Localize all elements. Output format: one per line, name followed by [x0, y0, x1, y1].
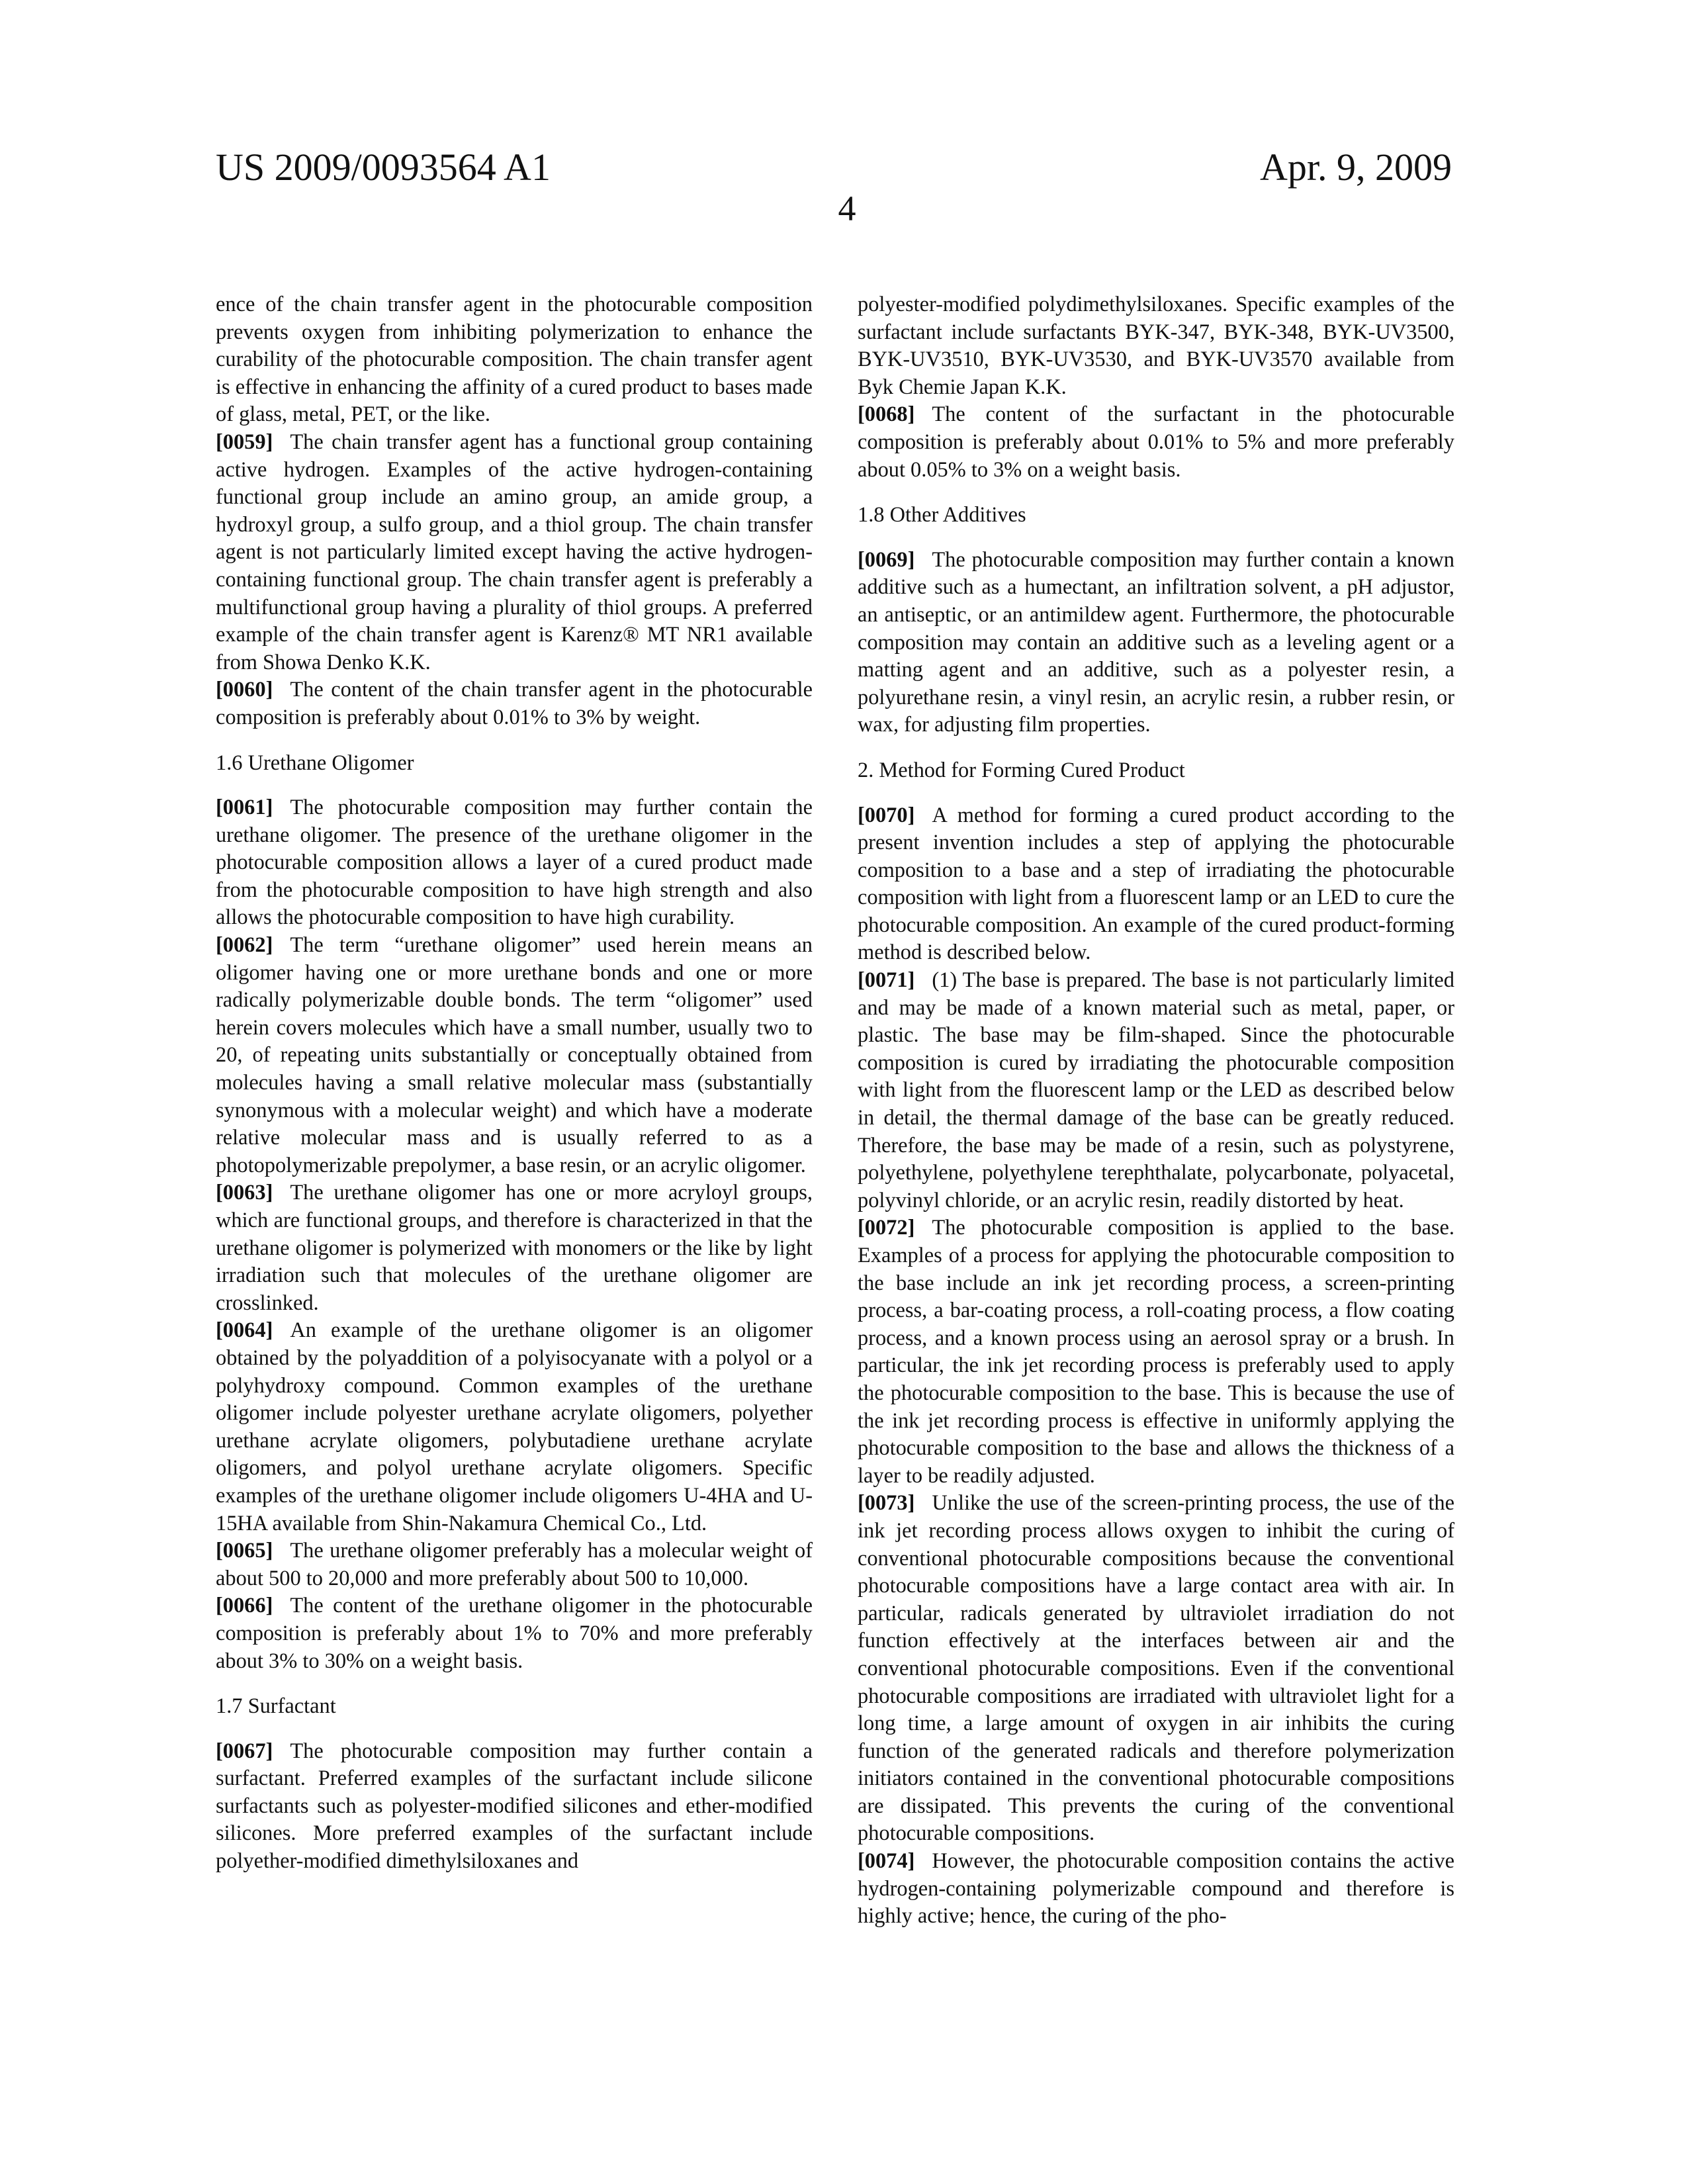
- paragraph: [858, 291, 1454, 401]
- page-number: 4: [0, 191, 1694, 226]
- left-column: [216, 291, 813, 1876]
- paragraph-text: (1) The base is prepared. The base is not particularly limited and may be made of a known material such as metal, paper, or plastic. The base may be film-shaped. Since the photocurable composition is cured by irradiating the photocurable composition with light from the fluorescent lamp or the LED as described below in detail, the thermal damage of the base can be greatly reduced. Therefore, the base may be made of a resin, such as polystyrene, polyethylene, polyethylene terephthalate, polycarbonate, polyacetal, polyvinyl chloride, or an acrylic resin, readily distorted by heat.: [858, 968, 1454, 1212]
- paragraph-number: [0069]: [858, 548, 914, 572]
- paragraph-text: The content of the urethane oligomer in the photocurable composition is preferably about 1% to 70% and more preferably about 3% to 30% on a weight basis.: [216, 1594, 813, 1672]
- section-heading: 1.6 Urethane Oligomer: [216, 750, 813, 778]
- publication-date: Apr. 9, 2009: [1260, 148, 1452, 187]
- paragraph-number: [0062]: [216, 933, 273, 957]
- paragraph-number: [0071]: [858, 968, 914, 992]
- paragraph-text: ence of the chain transfer agent in the photocurable composition prevents oxygen from inhibiting polymerization to enhance the curability of the photocurable composition. The chain transfer agent is effective in enhancing the affinity of a cured product to bases made of glass, metal, PET, or the like.: [216, 293, 813, 426]
- section-heading: 1.7 Surfactant: [216, 1693, 813, 1721]
- paragraph-number: [0061]: [216, 796, 273, 819]
- paragraph-number: [0059]: [216, 430, 273, 454]
- paragraph-text: However, the photocurable composition contains the active hydrogen-containing polymerizable compound and therefore is highly active; hence, the curing of the pho-: [858, 1849, 1454, 1928]
- paragraph-number: [0073]: [858, 1491, 914, 1515]
- publication-number: US 2009/0093564 A1: [216, 148, 551, 187]
- paragraph-number: [0074]: [858, 1849, 914, 1873]
- paragraph: [216, 1738, 813, 1876]
- paragraph: [858, 802, 1454, 968]
- paragraph-text: The photocurable composition may further contain a surfactant. Preferred examples of the surfactant include silicone surfactants such as polyester-modified silicones and ether-modified silicones. More preferred examples of the surfactant include polyether-modified dimethylsiloxanes and: [216, 1739, 813, 1873]
- paragraph: [858, 401, 1454, 484]
- paragraph-number: [0063]: [216, 1181, 273, 1205]
- paragraph: [216, 1592, 813, 1675]
- section-heading: 2. Method for Forming Cured Product: [858, 757, 1454, 785]
- paragraph-number: [0070]: [858, 803, 914, 827]
- paragraph: [216, 932, 813, 1179]
- paragraph-number: [0067]: [216, 1739, 273, 1763]
- paragraph: [216, 676, 813, 731]
- paragraph-text: The chain transfer agent has a functional group containing active hydrogen. Examples of the active hydrogen-containing functional group include an amino group, an amide group, a hydroxyl group, a sulfo group, and a thiol group. The chain transfer agent is not particularly limited except having the active hydrogen-containing functional group. The chain transfer agent is preferably a multifunctional group having a plurality of thiol groups. A preferred example of the chain transfer agent is Karenz® MT NR1 available from Showa Denko K.K.: [216, 430, 813, 674]
- paragraph-text: Unlike the use of the screen-printing process, the use of the ink jet recording process allows oxygen to inhibit the curing of conventional photocurable compositions because the conventional photocurable compositions have a large contact area with air. In particular, radicals generated by ultraviolet irradiation do not function effectively at the interfaces between air and the conventional photocurable compositions. Even if the conventional photocurable compositions are irradiated with ultraviolet light for a long time, a large amount of oxygen in air inhibits the curing function of the generated radicals and therefore polymerization initiators contained in the conventional photocurable compositions are dissipated. This prevents the curing of the conventional photocurable compositions.: [858, 1491, 1454, 1845]
- paragraph-text: The urethane oligomer has one or more acryloyl groups, which are functional groups, and therefore is characterized in that the urethane oligomer is polymerized with monomers or the like by light irradiation such that molecules of the urethane oligomer are crosslinked.: [216, 1181, 813, 1314]
- paragraph-text: The urethane oligomer preferably has a molecular weight of about 500 to 20,000 and more preferably about 500 to 10,000.: [216, 1539, 813, 1590]
- paragraph-number: [0064]: [216, 1318, 273, 1342]
- patent-page: [0, 0, 1694, 2184]
- paragraph: [858, 1214, 1454, 1490]
- paragraph-number: [0068]: [858, 402, 914, 426]
- paragraph-text: The content of the chain transfer agent in the photocurable composition is preferably about 0.01% to 3% by weight.: [216, 678, 813, 729]
- paragraph-number: [0065]: [216, 1539, 273, 1563]
- paragraph: [858, 967, 1454, 1214]
- paragraph: [858, 1848, 1454, 1931]
- paragraph-text: The photocurable composition may further contain the urethane oligomer. The presence of the urethane oligomer in the photocurable composition allows a layer of a cured product made from the photocurable composition to have high strength and also allows the photocurable composition to have high curability.: [216, 796, 813, 929]
- paragraph: [216, 1537, 813, 1592]
- right-column: [858, 291, 1454, 1931]
- section-heading: 1.8 Other Additives: [858, 502, 1454, 529]
- paragraph-number: [0072]: [858, 1216, 914, 1240]
- paragraph: [216, 794, 813, 932]
- paragraph: [216, 1179, 813, 1317]
- paragraph-text: The term “urethane oligomer” used herein means an oligomer having one or more urethane bonds and one or more radically polymerizable double bonds. The term “oligomer” used herein covers molecules which have a small number, usually two to 20, of repeating units substantially or conceptually obtained from molecules having a small relative molecular mass (substantially synonymous with a molecular weight) and which have a moderate relative molecular mass and is usually referred to as a photopolymerizable prepolymer, a base resin, or an acrylic oligomer.: [216, 933, 813, 1177]
- paragraph-text: The content of the surfactant in the photocurable composition is preferably about 0.01% to 5% and more preferably about 0.05% to 3% on a weight basis.: [858, 402, 1454, 481]
- paragraph-text: An example of the urethane oligomer is an oligomer obtained by the polyaddition of a polyisocyanate with a polyol or a polyhydroxy compound. Common examples of the urethane oligomer include polyester urethane acrylate oligomers, polyether urethane acrylate oligomers, polybutadiene urethane acrylate oligomers, and polyol urethane acrylate oligomers. Specific examples of the urethane oligomer include oligomers U-4HA and U-15HA available from Shin-Nakamura Chemical Co., Ltd.: [216, 1318, 813, 1535]
- paragraph: [216, 1317, 813, 1537]
- paragraph-text: A method for forming a cured product according to the present invention includes a step of applying the photocurable composition to a base and a step of irradiating the photocurable composition with light from a fluorescent lamp or an LED to cure the photocurable composition. An example of the cured product-forming method is described below.: [858, 803, 1454, 965]
- paragraph-number: [0060]: [216, 678, 273, 702]
- paragraph: [216, 291, 813, 429]
- paragraph-text: polyester-modified polydimethylsiloxanes. Specific examples of the surfactant include surfactants BYK-347, BYK-348, BYK-UV3500, BYK-UV3510, BYK-UV3530, and BYK-UV3570 available from Byk Chemie Japan K.K.: [858, 293, 1454, 399]
- paragraph: [858, 1490, 1454, 1848]
- paragraph-number: [0066]: [216, 1594, 273, 1617]
- paragraph-text: The photocurable composition is applied to the base. Examples of a process for applying the photocurable composition to the base include an ink jet recording process, a screen-printing process, a bar-coating process, a roll-coating process, a flow coating process, and a known process using an aerosol spray or a brush. In particular, the ink jet recording process is preferably used to apply the photocurable composition to the base. This is because the use of the ink jet recording process is effective in uniformly applying the photocurable composition to the base and allows the thickness of a layer to be readily adjusted.: [858, 1216, 1454, 1487]
- paragraph: [216, 429, 813, 676]
- paragraph: [858, 547, 1454, 739]
- paragraph-text: The photocurable composition may further contain a known additive such as a humectant, an infiltration solvent, a pH adjustor, an antiseptic, or an antimildew agent. Furthermore, the photocurable composition may contain an additive such as a leveling agent or a matting agent and an additive, such as a polyester resin, a polyurethane resin, a vinyl resin, an acrylic resin, a rubber resin, or wax, for adjusting film properties.: [858, 548, 1454, 737]
